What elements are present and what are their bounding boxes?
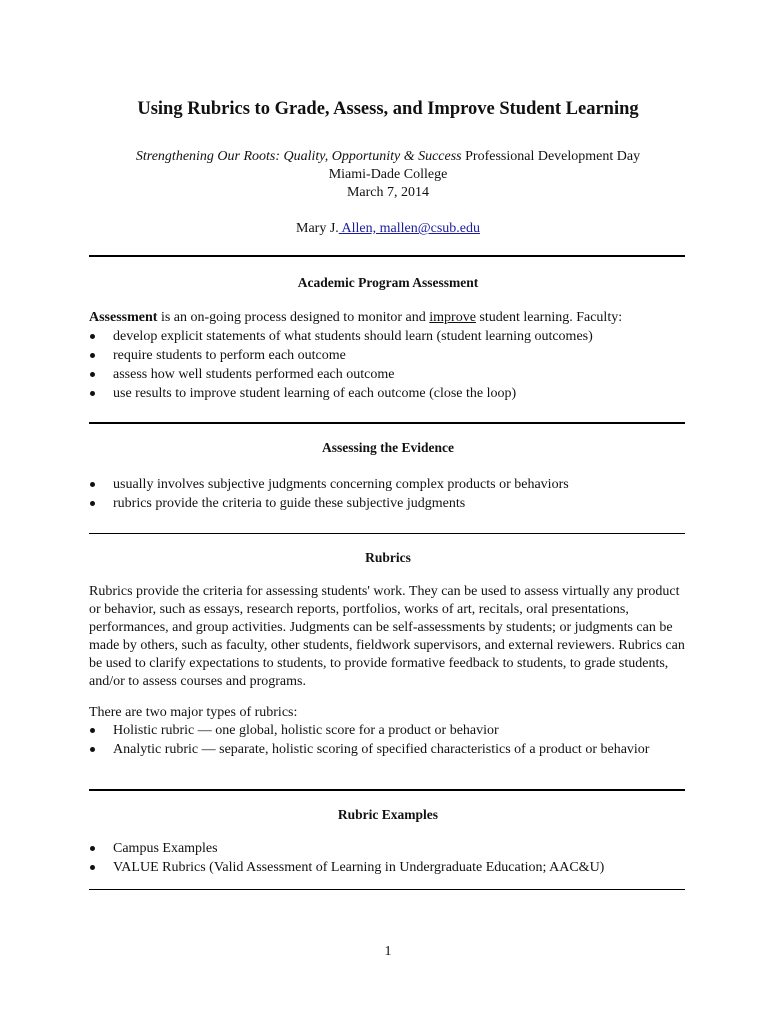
- assessment-term: Assessment: [89, 310, 158, 325]
- bullet-icon: [90, 391, 95, 396]
- list-item-text: Campus Examples: [113, 841, 218, 856]
- bullet-icon: [90, 501, 95, 506]
- list-item: [89, 475, 687, 494]
- list-item-text: Holistic rubric — one global, holistic score for a product or behavior: [113, 723, 499, 738]
- section-divider: [89, 422, 685, 424]
- list-item: [89, 839, 687, 858]
- section-divider: [89, 889, 685, 890]
- list-item-text: develop explicit statements of what students should learn (student learning outcomes): [113, 329, 593, 344]
- list-item: [89, 327, 687, 346]
- bullet-icon: [90, 846, 95, 851]
- assessment-intro: [89, 309, 687, 327]
- bullet-icon: [90, 482, 95, 487]
- list-item-text: require students to perform each outcome: [113, 348, 346, 363]
- section-divider: [89, 255, 685, 257]
- section-heading-evidence: Assessing the Evidence: [321, 440, 454, 455]
- author-name: Mary J.: [296, 221, 339, 236]
- section-heading-rubrics: Rubrics: [365, 550, 411, 565]
- section-heading-examples: Rubric Examples: [337, 807, 439, 822]
- bullet-icon: [90, 334, 95, 339]
- rubric-types-intro: There are two major types of rubrics:: [89, 705, 298, 720]
- examples-bullet-list: [89, 839, 687, 877]
- list-item-text: Analytic rubric — separate, holistic scoring of specified characteristics of a product or behavior: [113, 742, 650, 757]
- academic-bullet-list: [89, 327, 687, 403]
- rubrics-paragraph: Rubrics provide the criteria for assessing students' work. They can be used to assess virtually any product or behavior, such as essays, research reports, portfolios, works of art, recitals, oral presentations, performances, and group activities. Judgments can be self-assessments by students; or judgments can be made by others, such as faculty, other students, fieldwork supervisors, and external reviewers. Rubrics can be used to clarify expectations to students, to provide formative feedback to students, to grade students, and/or to assess courses and programs.: [89, 584, 685, 689]
- list-item: [89, 858, 687, 877]
- list-item-text: rubrics provide the criteria to guide these subjective judgments: [113, 496, 466, 511]
- author-line: [89, 220, 687, 238]
- event-type: Professional Development Day: [461, 149, 641, 164]
- list-item: [89, 494, 687, 513]
- bullet-icon: [90, 353, 95, 358]
- section-divider: [89, 789, 685, 791]
- bullet-icon: [90, 747, 95, 752]
- list-item: [89, 384, 687, 403]
- list-item: [89, 740, 687, 759]
- section-divider: [89, 533, 685, 534]
- section-heading-academic: Academic Program Assessment: [297, 275, 479, 290]
- bullet-icon: [90, 728, 95, 733]
- list-item-text: assess how well students performed each outcome: [113, 367, 395, 382]
- list-item-text: VALUE Rubrics (Valid Assessment of Learning in Undergraduate Education; AAC&U): [113, 860, 605, 875]
- document-title: Using Rubrics to Grade, Assess, and Improve Student Learning: [137, 99, 639, 119]
- bullet-icon: [90, 865, 95, 870]
- list-item: [89, 721, 687, 740]
- intro-end-text: student learning. Faculty:: [475, 310, 623, 325]
- list-item-text: use results to improve student learning of each outcome (close the loop): [113, 386, 517, 401]
- rubric-types-list: [89, 721, 687, 759]
- page-number: 1: [384, 944, 392, 959]
- list-item: [89, 365, 687, 384]
- author-email-link[interactable]: Allen, mallen@csub.edu: [338, 221, 480, 236]
- list-item: [89, 346, 687, 365]
- event-name: Strengthening Our Roots: Quality, Opportunity & Success: [135, 149, 462, 164]
- event-info: [89, 148, 687, 202]
- intro-text: is an on-going process designed to monitor and: [157, 310, 430, 325]
- event-line: [89, 148, 687, 166]
- institution: Miami-Dade College: [328, 167, 448, 182]
- evidence-bullet-list: [89, 475, 687, 513]
- bullet-icon: [90, 372, 95, 377]
- improve-term: improve: [429, 310, 476, 325]
- list-item-text: usually involves subjective judgments concerning complex products or behaviors: [113, 477, 569, 492]
- event-date: March 7, 2014: [346, 185, 430, 200]
